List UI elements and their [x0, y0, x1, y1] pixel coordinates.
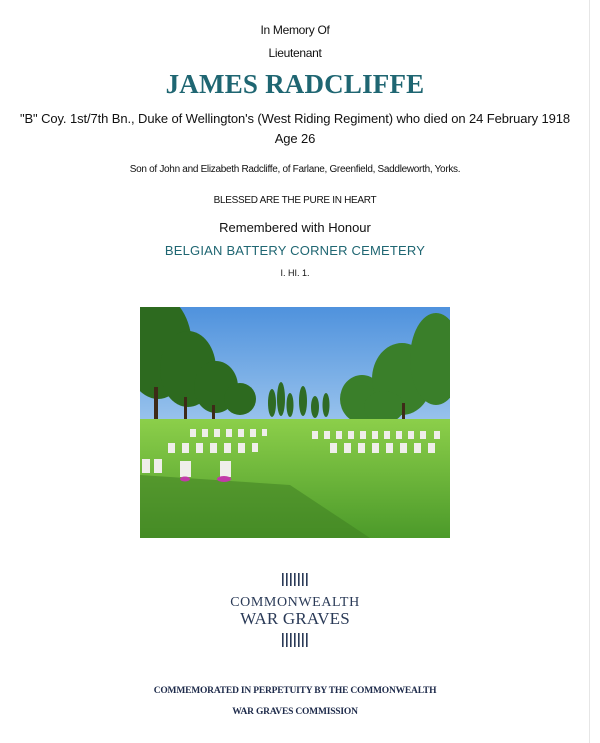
- age-label: Age 26: [274, 131, 316, 146]
- cwgc-logo: [220, 569, 370, 653]
- parents-text: Son of John and Elizabeth Radcliffe, of Farlane, Greenfield, Saddleworth, Yorks.: [129, 164, 461, 175]
- logo-line2: WAR GRAVES: [240, 609, 350, 628]
- logo-bars-top-icon: [282, 573, 308, 586]
- cemetery-photo: [140, 307, 450, 538]
- logo-bars-bottom-icon: [282, 633, 308, 647]
- footer-line1: COMMEMORATED IN PERPETUITY BY THE COMMONWEALTH: [153, 686, 437, 696]
- in-memory-heading: In Memory Of: [260, 23, 330, 37]
- cemetery-name: BELGIAN BATTERY CORNER CEMETERY: [164, 243, 426, 258]
- epitaph-inscription: BLESSED ARE THE PURE IN HEART: [213, 195, 377, 206]
- logo-line1: COMMONWEALTH: [230, 595, 360, 610]
- unit-and-death-date: "B" Coy. 1st/7th Bn., Duke of Wellington's (West Riding Regiment) who died on 24 February 1918: [19, 111, 571, 126]
- grave-reference: I. HI. 1.: [280, 268, 310, 278]
- soldier-name: JAMES RADCLIFFE: [165, 69, 425, 99]
- remembered-with-honour: Remembered with Honour: [219, 220, 371, 235]
- footer-line2: WAR GRAVES COMMISSION: [232, 707, 358, 717]
- rank-label: Lieutenant: [268, 46, 322, 60]
